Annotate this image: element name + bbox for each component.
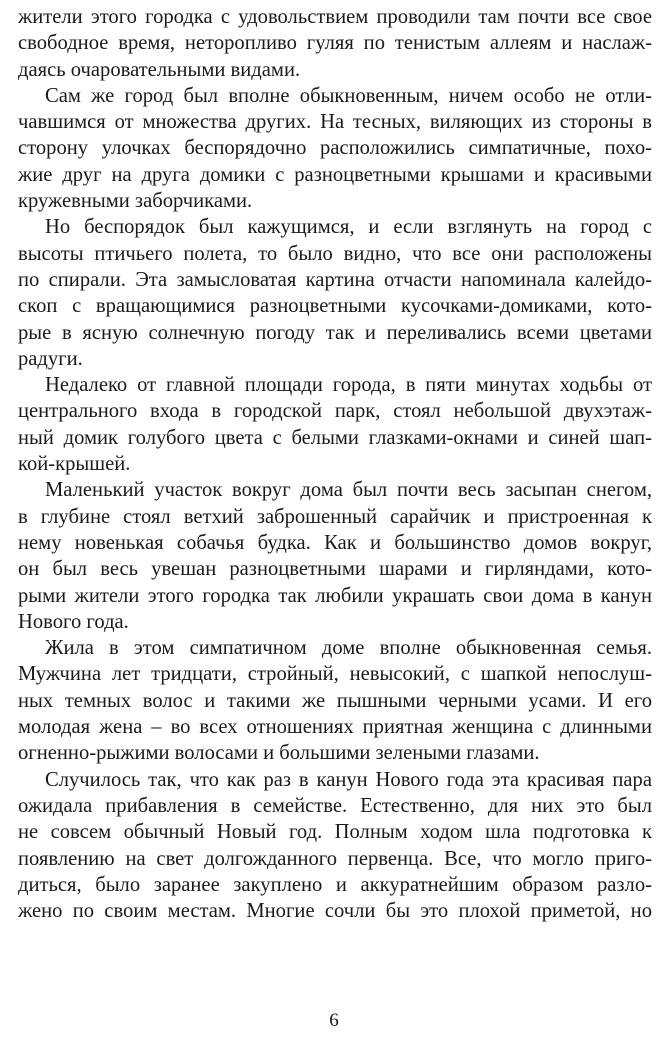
text-line: Мужчина лет тридцати, стройный, невысокий, с шапкой непослуш- bbox=[18, 663, 652, 686]
paragraph bbox=[18, 4, 652, 83]
paragraph bbox=[18, 372, 652, 477]
text-line: огненно-рыжими волосами и большими зелеными глазами. bbox=[18, 742, 540, 765]
text-line: жено по своим местам. Многие сочли бы это плохой приметой, но bbox=[18, 900, 652, 923]
text-line: жие друг на друга домики с разноцветными крышами и красивыми bbox=[18, 163, 652, 186]
text-line: радуги. bbox=[18, 347, 83, 370]
paragraph bbox=[18, 477, 652, 635]
text-line: сторону улочках беспорядочно расположились симпатичные, похо- bbox=[18, 137, 652, 160]
text-line: жители этого городка с удовольствием проводили там почти все свое bbox=[18, 6, 652, 28]
text-line: в глубине стоял ветхий заброшенный сарайчик и пристроенная к bbox=[18, 505, 652, 528]
text-line: Сам же город был вполне обыкновенным, ничем особо не отли- bbox=[45, 84, 652, 107]
text-line: Недалеко от главной площади города, в пяти минутах ходьбы от bbox=[45, 374, 652, 397]
text-line: центрального входа в городской парк, стоял небольшой двухэтаж- bbox=[18, 400, 652, 423]
text-line: Случилось так, что как раз в канун Нового года эта красивая пара bbox=[45, 768, 652, 791]
text-line: он был весь увешан разноцветными шарами и гирляндами, кото- bbox=[18, 558, 652, 581]
text-line: Нового года. bbox=[18, 610, 129, 633]
page-number: 6 bbox=[329, 1010, 339, 1031]
paragraph bbox=[18, 214, 652, 372]
text-line: появлению на свет долгожданного первенца. Все, что могло приго- bbox=[18, 847, 652, 870]
text-line: свободное время, неторопливо гуляя по тенистым аллеям и наслаж- bbox=[18, 32, 652, 55]
text-line: ных темных волос и такими же пышными черными усами. И его bbox=[18, 689, 652, 712]
text-line: даясь очаровательными видами. bbox=[18, 58, 301, 81]
text-line: не совсем обычный Новый год. Полным ходом шла подготовка к bbox=[18, 821, 652, 844]
text-line: кружевными заборчиками. bbox=[18, 190, 253, 213]
text-line: Маленький участок вокруг дома был почти весь засыпан снегом, bbox=[45, 479, 652, 502]
text-line: нему новенькая собачья будка. Как и большинство домов вокруг, bbox=[18, 531, 652, 554]
text-line: высоты птичьего полета, то было видно, что все они расположены bbox=[18, 242, 652, 265]
text-line: кой-крышей. bbox=[18, 453, 131, 476]
paragraph bbox=[18, 767, 652, 925]
text-line: ный домик голубого цвета с белыми глазками-окнами и синей шап- bbox=[18, 426, 652, 449]
text-line: Жила в этом симпатичном доме вполне обыкновенная семья. bbox=[45, 637, 652, 660]
text-line: рыми жители этого городка так любили украшать свои дома в канун bbox=[18, 584, 652, 607]
paragraph bbox=[18, 635, 652, 766]
paragraph bbox=[18, 83, 652, 214]
text-line: скоп с вращающимися разноцветными кусочками-домиками, кото- bbox=[18, 295, 652, 318]
text-line: по спирали. Эта замысловатая картина отчасти напоминала калейдо- bbox=[18, 268, 652, 291]
text-line: ожидала прибавления в семействе. Естественно, для них это был bbox=[18, 794, 652, 817]
text-line: Но беспорядок был кажущимся, и если взглянуть на город с bbox=[45, 216, 652, 239]
text-line: молодая жена – во всех отношениях приятная женщина с длинными bbox=[18, 716, 652, 739]
text-line: диться, было заранее закуплено и аккуратнейшим образом разло- bbox=[18, 873, 652, 896]
text-line: рые в ясную солнечную погоду так и переливались всеми цветами bbox=[18, 321, 652, 344]
page-body bbox=[18, 4, 652, 924]
text-line: чавшимся от множества других. На тесных, виляющих из стороны в bbox=[18, 111, 652, 134]
